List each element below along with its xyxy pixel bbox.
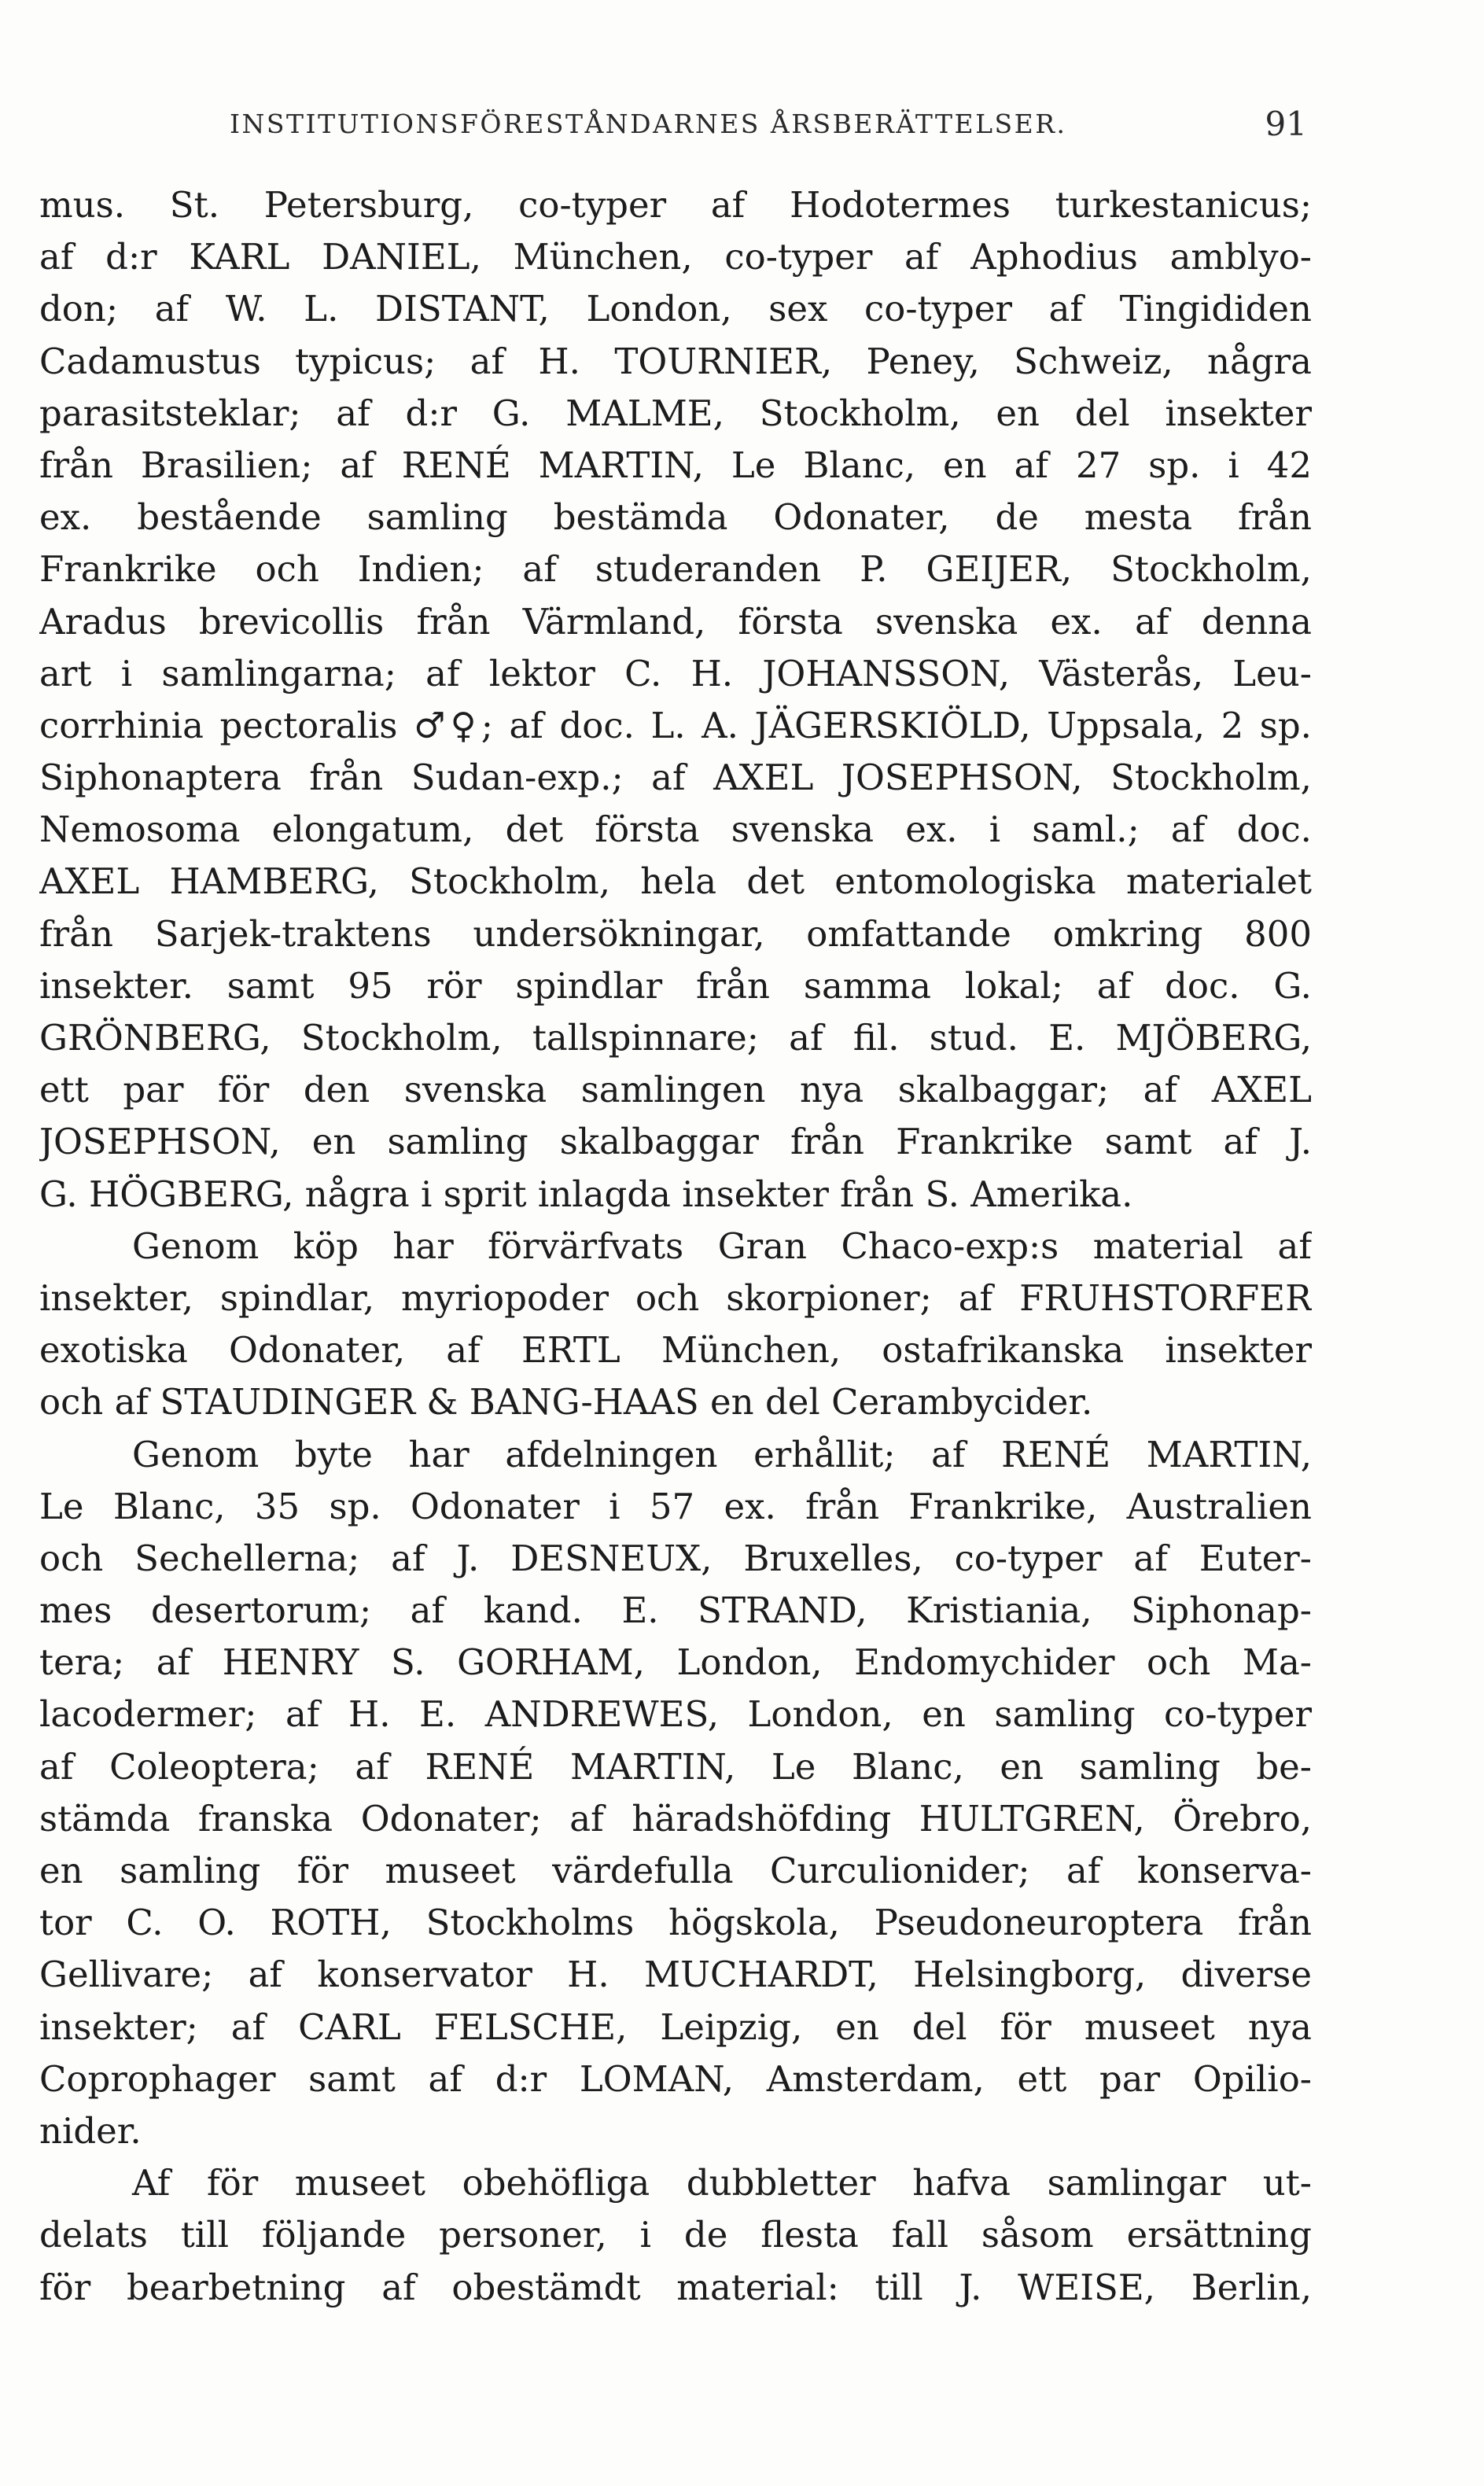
- text-line: parasitsteklar; af d:r G. MALME, Stockholm, en del insekter: [39, 392, 1312, 434]
- text-line: art i samlingarna; af lektor C. H. JOHANSSON, Västerås, Leu-: [39, 652, 1312, 694]
- text-line: mes desertorum; af kand. E. STRAND, Kristiania, Siphonap-: [39, 1589, 1312, 1632]
- text-line: delats till följande personer, i de flesta fall såsom ersättning: [39, 2214, 1312, 2256]
- text-line: Af för museet obehöfliga dubbletter hafva samlingar ut-: [132, 2162, 1312, 2204]
- text-line: ex. bestående samling bestämda Odonater, de mesta från: [39, 496, 1312, 539]
- text-line: mus. St. Petersburg, co-typer af Hodotermes turkestanicus;: [39, 184, 1312, 226]
- text-line: don; af W. L. DISTANT, London, sex co-typer af Tingididen: [39, 288, 1312, 330]
- text-line: från Sarjek-traktens undersökningar, omfattande omkring 800: [39, 912, 1312, 955]
- text-line: Genom byte har afdelningen erhållit; af RENÉ MARTIN,: [132, 1433, 1312, 1475]
- text-line: corrhinia pectoralis ♂♀; af doc. L. A. JÄGERSKIÖLD, Uppsala, 2 sp.: [39, 704, 1312, 746]
- text-line: tor C. O. ROTH, Stockholms högskola, Pseudoneuroptera från: [39, 1902, 1312, 1944]
- text-line: AXEL HAMBERG, Stockholm, hela det entomologiska materialet: [39, 860, 1312, 903]
- text-line: och af STAUDINGER & BANG-HAAS en del Cerambycider.: [39, 1381, 1093, 1423]
- text-line: lacodermer; af H. E. ANDREWES, London, en samling co-typer: [39, 1693, 1312, 1736]
- text-line: stämda franska Odonater; af häradshöfding HULTGREN, Örebro,: [39, 1797, 1312, 1840]
- text-line: af d:r KARL DANIEL, München, co-typer af Aphodius amblyo-: [39, 236, 1312, 278]
- text-line: Cadamustus typicus; af H. TOURNIER, Peney, Schweiz, några: [39, 340, 1312, 382]
- text-line: af Coleoptera; af RENÉ MARTIN, Le Blanc, en samling be-: [39, 1745, 1312, 1788]
- text-line: Coprophager samt af d:r LOMAN, Amsterdam, ett par Opilio-: [39, 2057, 1312, 2100]
- text-line: tera; af HENRY S. GORHAM, London, Endomychider och Ma-: [39, 1641, 1312, 1684]
- text-line: JOSEPHSON, en samling skalbaggar från Frankrike samt af J.: [39, 1121, 1312, 1163]
- text-line: Frankrike och Indien; af studeranden P. GEIJER, Stockholm,: [39, 548, 1312, 591]
- text-line: Gellivare; af konservator H. MUCHARDT, Helsingborg, diverse: [39, 1954, 1312, 1996]
- page-number: 91: [1265, 105, 1307, 143]
- text-line: insekter; af CARL FELSCHE, Leipzig, en del för museet nya: [39, 2005, 1312, 2048]
- text-line: Aradus brevicollis från Värmland, första svenska ex. af denna: [39, 600, 1312, 643]
- text-line: nider.: [39, 2109, 142, 2152]
- text-line: Le Blanc, 35 sp. Odonater i 57 ex. från Frankrike, Australien: [39, 1485, 1312, 1527]
- text-line: G. HÖGBERG, några i sprit inlagda insekter från S. Amerika.: [39, 1173, 1133, 1215]
- running-header: [230, 101, 1315, 148]
- text-line: Siphonaptera från Sudan-exp.; af AXEL JOSEPHSON, Stockholm,: [39, 757, 1312, 799]
- running-title: INSTITUTIONSFÖRESTÅNDARNES ÅRSBERÄTTELSER.: [230, 109, 1067, 139]
- text-line: insekter, spindlar, myriopoder och skorpioner; af FRUHSTORFER: [39, 1276, 1312, 1319]
- text-line: från Brasilien; af RENÉ MARTIN, Le Blanc, en af 27 sp. i 42: [39, 444, 1312, 486]
- text-line: och Sechellerna; af J. DESNEUX, Bruxelles, co-typer af Euter-: [39, 1537, 1312, 1579]
- text-line: insekter. samt 95 rör spindlar från samma lokal; af doc. G.: [39, 964, 1312, 1007]
- body-text: [39, 179, 1312, 2314]
- text-line: GRÖNBERG, Stockholm, tallspinnare; af fil. stud. E. MJÖBERG,: [39, 1017, 1312, 1059]
- text-line: för bearbetning af obestämdt material: till J. WEISE, Berlin,: [39, 2266, 1312, 2308]
- text-line: ett par för den svenska samlingen nya skalbaggar; af AXEL: [39, 1069, 1312, 1111]
- text-line: Nemosoma elongatum, det första svenska ex. i saml.; af doc.: [39, 808, 1312, 851]
- text-line: Genom köp har förvärfvats Gran Chaco-exp:s material af: [132, 1225, 1312, 1267]
- text-line: exotiska Odonater, af ERTL München, ostafrikanska insekter: [39, 1329, 1312, 1372]
- text-line: en samling för museet värdefulla Curculionider; af konserva-: [39, 1850, 1312, 1891]
